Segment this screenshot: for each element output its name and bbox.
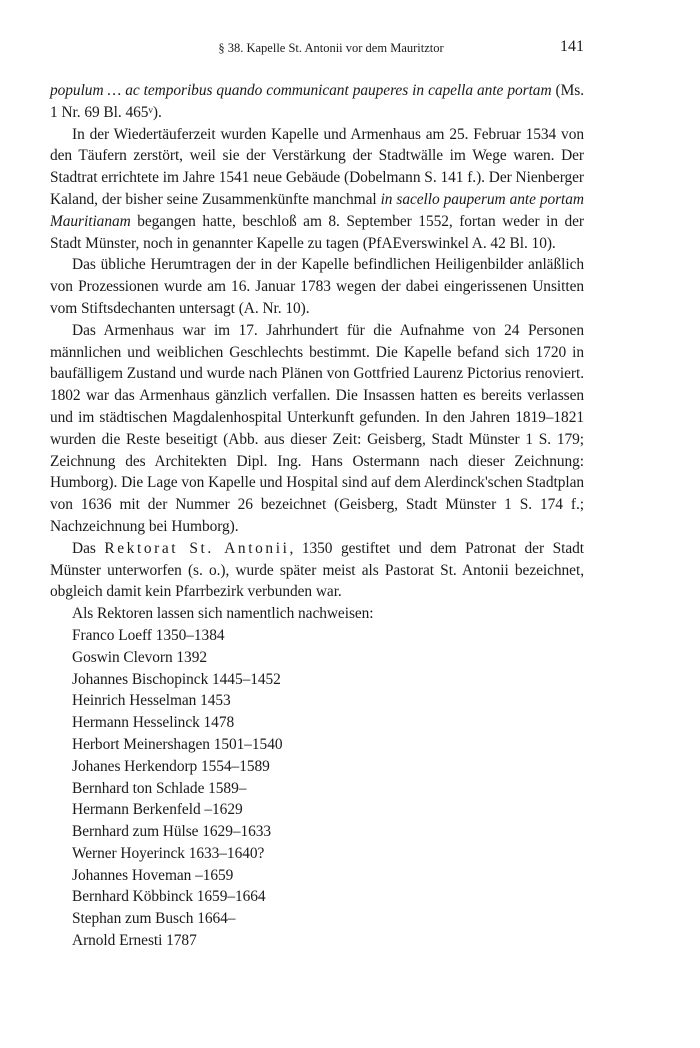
paragraph-1 — [50, 80, 584, 124]
rector-entry: Bernhard ton Schlade 1589– — [72, 779, 247, 797]
latin-quote: populum … ac temporibus quando communicant pauperes in capella ante portam — [50, 82, 552, 99]
paragraph-2-text-b: begangen hatte, beschloß am 8. September 1552, fortan weder in der Stadt Münster, noch in genannter Kapelle zu tagen (PfAEverswinkel A. 42 Bl. 10). — [50, 212, 584, 252]
rector-entry: Hermann Hesselinck 1478 — [72, 714, 235, 732]
page-body — [50, 80, 584, 952]
rector-entry: Stephan zum Busch 1664– — [72, 910, 236, 928]
page-header — [50, 38, 584, 60]
rectors-intro: Als Rektoren lassen sich namentlich nachweisen: — [72, 605, 374, 623]
paragraph-2 — [50, 124, 584, 255]
paragraph-5-text-b: , 1350 gestiftet und dem Patronat der Stadt Münster unterworfen (s. o.), wurde später meist als Pastorat St. Antonii bezeichnet, obgleich damit kein Pfarrbezirk verbunden war. — [50, 539, 584, 601]
rector-entry: Bernhard zum Hülse 1629–1633 — [72, 823, 272, 841]
latin-phrase: in sacello pauperum ante portam Mauritianam — [50, 190, 584, 230]
rector-entry: Johannes Bischopinck 1445–1452 — [72, 670, 281, 688]
rector-entry: Johanes Herkendorp 1554–1589 — [72, 757, 270, 775]
paragraph-2-text-a: In der Wiedertäuferzeit wurden Kapelle und Armenhaus am 25. Februar 1534 von den Täufern zerstört, weil sie der Verstärkung der Stadtwälle im Wege waren. Der Stadtrat errichtete im Jahre 1541 neue Gebäude (Dobelmann S. 141 f.). Der Nienberger Kaland, der bisher seine Zusammenkünfte manchmal — [50, 125, 584, 208]
rector-entry: Franco Loeff 1350–1384 — [72, 626, 225, 644]
rector-entry: Herbort Meinershagen 1501–1540 — [72, 735, 283, 753]
rector-entry: Hermann Berkenfeld –1629 — [72, 801, 243, 819]
page-number: 141 — [560, 38, 584, 55]
paragraph-4: Das Armenhaus war im 17. Jahrhundert für die Aufnahme von 24 Personen männlichen und weiblichen Geschlechts bestimmt. Die Kapelle befand sich 1720 in baufälligem Zustand und wurde nach Plänen von Gottfried Laurenz Pictorius renoviert. 1802 war das Armenhaus gänzlich verfallen. Die Insassen hatten es bereits verlassen und im städtischen Magdalenhospital Unterkunft gefunden. In den Jahren 1819–1821 wurden die Reste beseitigt (Abb. aus dieser Zeit: Geisberg, Stadt Münster 1 S. 179; Zeichnung des Architekten Dipl. Ing. Hans Ostermann nach dieser Zeichnung: Humborg). Die Lage von Kapelle und Hospital sind auf dem Alerdinck'schen Stadtplan von 1636 mit der Nummer 26 bezeichnet (Geisberg, Stadt Münster 1 S. 174 f.; Nachzeichnung bei Humborg). — [50, 321, 584, 535]
rector-entry: Johannes Hoveman –1659 — [72, 866, 234, 884]
rectors-list — [50, 625, 584, 952]
rector-entry: Goswin Clevorn 1392 — [72, 648, 207, 666]
rector-entry: Werner Hoyerinck 1633–1640? — [72, 844, 265, 862]
rector-entry: Arnold Ernesti 1787 — [72, 932, 197, 950]
rektorat-heading: Rektorat St. Antonii — [104, 539, 290, 557]
paragraph-5-text-a: Das — [72, 539, 105, 557]
rector-entry: Heinrich Hesselman 1453 — [72, 692, 231, 710]
rector-entry: Bernhard Köbbinck 1659–1664 — [72, 888, 266, 906]
citation: (Ms. 1 Nr. 69 Bl. 465ᵛ). — [50, 82, 584, 121]
paragraph-5 — [50, 538, 584, 603]
paragraph-3: Das übliche Herumtragen der in der Kapelle befindlichen Heiligenbilder anläßlich von Prozessionen wurde am 16. Januar 1783 wegen der dabei eingerissenen Unsitten vom Stiftsdechanten untersagt (A. Nr. 10). — [50, 256, 584, 317]
running-title: § 38. Kapelle St. Antonii vor dem Mauritztor — [218, 41, 444, 55]
